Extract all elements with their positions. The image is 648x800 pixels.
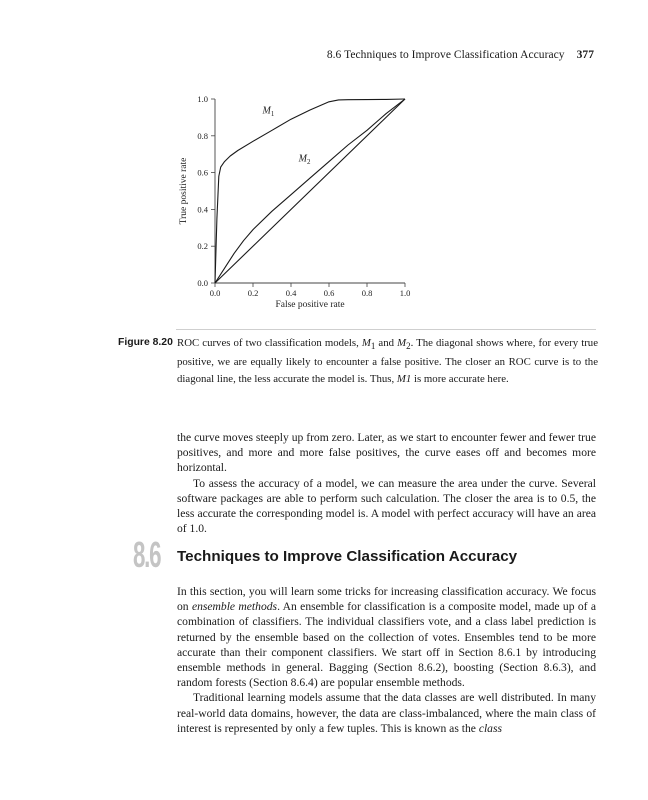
- x-tick-label: 0.4: [285, 288, 297, 298]
- series-label-m1-main: M: [262, 105, 271, 117]
- chart-series: [215, 99, 405, 283]
- y-tick-label: 1.0: [197, 94, 208, 104]
- section-text: [177, 584, 596, 736]
- paragraph: [177, 584, 596, 690]
- series-label-m2-main: M: [298, 153, 307, 165]
- series-label-m2-sub: 2: [306, 158, 311, 167]
- y-tick-label: 0.6: [197, 167, 208, 178]
- caption-m1-sub: 1: [370, 341, 376, 352]
- caption-part-2: and: [375, 337, 398, 349]
- caption-part-4: is more accurate here.: [411, 372, 509, 385]
- roc-chart: [0, 0, 648, 320]
- p1-emphasis: ensemble methods: [191, 600, 278, 614]
- y-tick-label: 0.0: [197, 278, 208, 288]
- caption-text: [177, 335, 598, 387]
- x-tick-label: 1.0: [399, 288, 411, 298]
- x-tick-label: 0.2: [247, 288, 259, 298]
- paragraph: To assess the accuracy of a model, we can measure the area under the curve. Several software packages are able to perform such calculation. The closer the area is to 0.5, the less accurate the corresponding model is. A model with perfect accuracy will have an area of 1.0.: [177, 476, 596, 536]
- y-axis-label: True positive rate: [179, 157, 189, 225]
- x-tick-label: 0.8: [361, 288, 373, 298]
- caption-divider: [176, 329, 596, 330]
- running-title: 8.6 Techniques to Improve Classification Accuracy: [326, 49, 565, 61]
- caption-m2: M: [397, 337, 407, 349]
- p2-part-a: Traditional learning models assume that the data classes are well distributed. In many real-world data domains, however, the data are class-imbalanced, where the main class of interest is represented by only a few tuples. This is known as the: [177, 691, 596, 735]
- p2-emphasis: class: [478, 721, 502, 735]
- y-tick-label: 0.2: [197, 241, 208, 252]
- series-label-m1: [262, 106, 275, 119]
- caption-part-3: . The diagonal shows where, for every true positive, we are equally likely to encounter a false positive. The closer an ROC curve is to the diagonal line, the less accurate the model is. Thus,: [177, 337, 598, 385]
- caption-m1b: M1: [396, 372, 412, 385]
- p1-part-b: . An ensemble for classification is a composite model, made up of a combination of classifiers. The individual classifiers vote, and a class label prediction is returned by the ensemble based on the collection of votes. Ensembles tend to be more accurate than their component classifiers. We start off in Section 8.6.1 by introducing ensemble methods in general. Bagging (Section 8.6.2), boosting (Section 8.6.3), and random forests (Section 8.6.4) are popular ensemble methods.: [177, 600, 596, 690]
- figure-caption: [118, 335, 598, 387]
- intro-text: [177, 430, 596, 536]
- series-line-diagonal: [215, 99, 405, 283]
- section-number: 8.6: [133, 534, 161, 575]
- paragraph: [177, 690, 596, 736]
- x-tick-label: 0.0: [209, 288, 221, 298]
- series-label-m2: [298, 154, 311, 167]
- paragraph: the curve moves steeply up from zero. Later, as we start to encounter fewer and fewer true positives, and more and more false positives, the curve eases off and becomes more horizontal.: [177, 431, 596, 475]
- p1-part-a: In this section, you will learn some tricks for increasing classification accuracy. We focus on: [177, 585, 596, 614]
- figure-label: Figure 8.20: [118, 337, 173, 348]
- page-number: 377: [576, 49, 594, 61]
- x-axis-label: False positive rate: [275, 300, 345, 310]
- y-tick-label: 0.8: [197, 130, 208, 141]
- caption-m2-sub: 2: [406, 341, 411, 352]
- caption-part-1: ROC curves of two classification models,: [177, 337, 362, 349]
- section-title: Techniques to Improve Classification Accuracy: [177, 548, 518, 565]
- series-label-m1-sub: 1: [270, 110, 275, 119]
- caption-m1: M: [361, 337, 371, 349]
- x-tick-label: 0.6: [323, 288, 335, 298]
- y-tick-label: 0.4: [197, 204, 208, 215]
